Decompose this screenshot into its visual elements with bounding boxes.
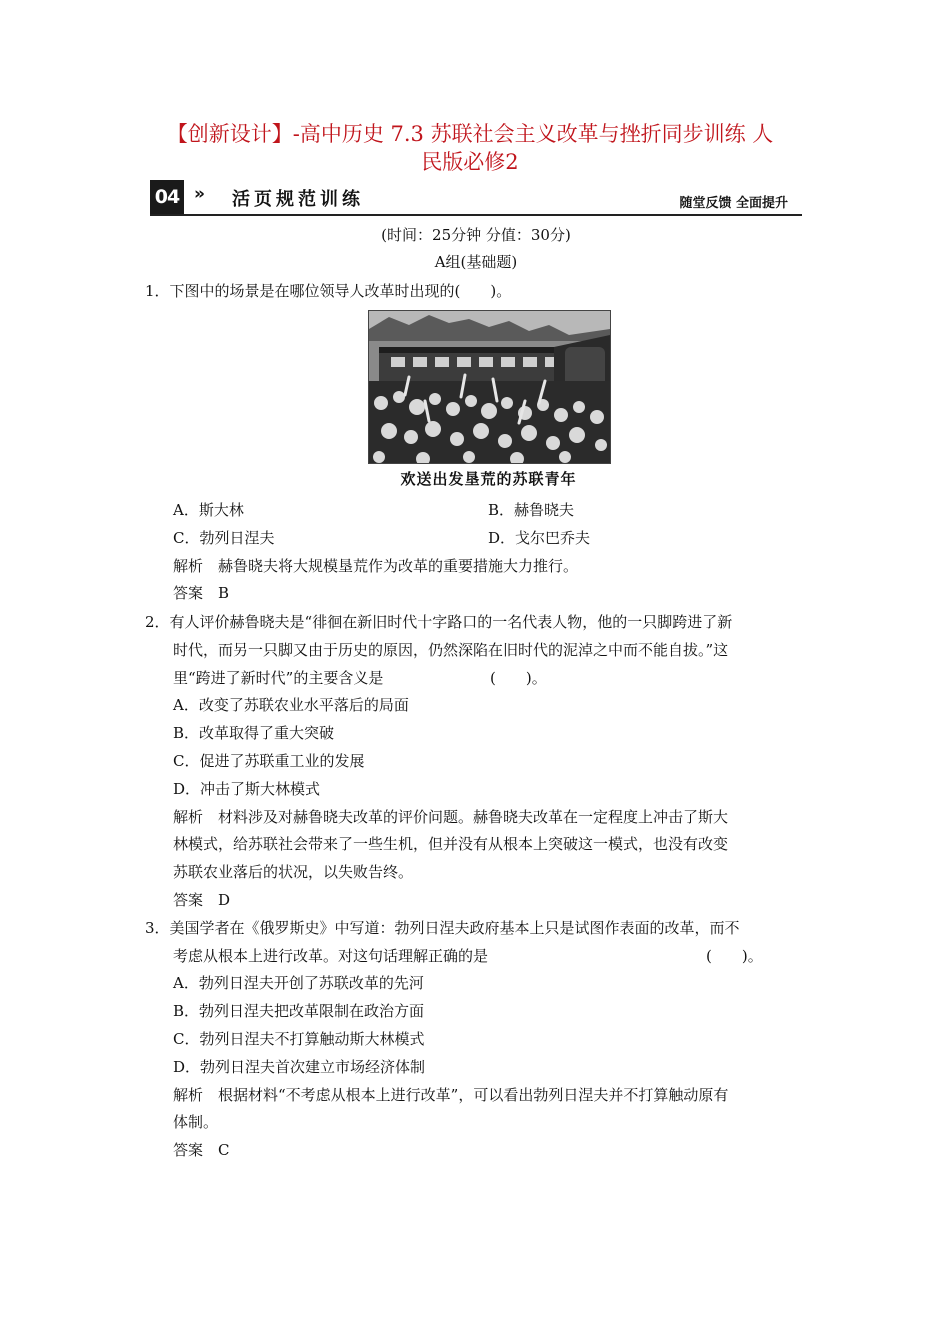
q1-photo-caption: 欢送出发垦荒的苏联青年 (400, 470, 577, 488)
q3-analysis-line-2: 体制。 (173, 1113, 219, 1131)
section-title: 活页规范训练 (232, 189, 364, 210)
q3-option-a: A．勃列日涅夫开创了苏联改革的先河 (173, 974, 424, 992)
chevron-icon: » (194, 184, 205, 204)
q3-answer: 答案 C (173, 1141, 230, 1159)
group-label: A组(基础题) (434, 253, 518, 271)
q2-option-b: B．改革取得了重大突破 (173, 724, 335, 742)
q1-option-a: A．斯大林 (173, 501, 244, 519)
q3-stem-line-2: 考虑从根本上进行改革。对这句话理解正确的是 (173, 947, 489, 965)
q2-stem-line-2: 时代，而另一只脚又由于历史的原因，仍然深陷在旧时代的泥淖之中而不能自拔。”这 (173, 641, 729, 659)
q3-stem-line-1: 3．美国学者在《俄罗斯史》中写道：勃列日涅夫政府基本上只是试图作表面的改革，而不 (145, 919, 740, 937)
q3-option-c: C．勃列日涅夫不打算触动斯大林模式 (173, 1030, 425, 1048)
q2-option-d: D．冲击了斯大林模式 (173, 780, 321, 798)
time-score-line: (时间：25分钟 分值：30分) (381, 226, 571, 244)
q1-option-b: B．赫鲁晓夫 (488, 501, 575, 519)
q1-option-c: C．勃列日涅夫 (173, 529, 275, 547)
q2-stem-line-3: 里“跨进了新时代”的主要含义是 (173, 669, 384, 687)
q1-analysis: 解析 赫鲁晓夫将大规模垦荒作为改革的重要措施大力推行。 (173, 557, 579, 575)
q2-option-c: C．促进了苏联重工业的发展 (173, 752, 365, 770)
section-banner (150, 180, 802, 216)
q2-analysis-line-1: 解析 材料涉及对赫鲁晓夫改革的评价问题。赫鲁晓夫改革在一定程度上冲击了斯大 (173, 808, 729, 826)
section-subtitle: 随堂反馈 全面提升 (679, 196, 788, 211)
q2-analysis-line-3: 苏联农业落后的状况，以失败告终。 (173, 863, 414, 881)
q1-option-d: D．戈尔巴乔夫 (488, 529, 591, 547)
q3-option-b: B．勃列日涅夫把改革限制在政治方面 (173, 1002, 425, 1020)
q3-analysis-line-1: 解析 根据材料“不考虑从根本上进行改革”，可以看出勃列日涅夫并不打算触动原有 (173, 1086, 729, 1104)
section-number-badge: 04 (150, 180, 184, 214)
title-line-1: 【创新设计】-高中历史 7.3 苏联社会主义改革与挫折同步训练 人 (166, 122, 774, 146)
q2-stem-line-1: 2．有人评价赫鲁晓夫是“徘徊在新旧时代十字路口的一名代表人物，他的一只脚跨进了新 (145, 613, 733, 631)
title-line-2: 民版必修2 (421, 150, 519, 174)
q3-option-d: D．勃列日涅夫首次建立市场经济体制 (173, 1058, 426, 1076)
document-title (120, 120, 820, 176)
q2-answer: 答案 D (173, 891, 231, 909)
q1-stem: 1．下图中的场景是在哪位领导人改革时出现的( )。 (145, 282, 512, 300)
q2-answer-blank: ( )。 (490, 669, 547, 687)
q3-answer-blank: ( )。 (706, 947, 763, 965)
photo-illustration (369, 311, 610, 463)
q1-answer: 答案 B (173, 584, 230, 602)
q2-analysis-line-2: 林模式，给苏联社会带来了一些生机，但并没有从根本上突破这一模式，也没有改变 (173, 835, 729, 853)
q2-option-a: A．改变了苏联农业水平落后的局面 (173, 696, 409, 714)
q1-photo (368, 310, 611, 464)
